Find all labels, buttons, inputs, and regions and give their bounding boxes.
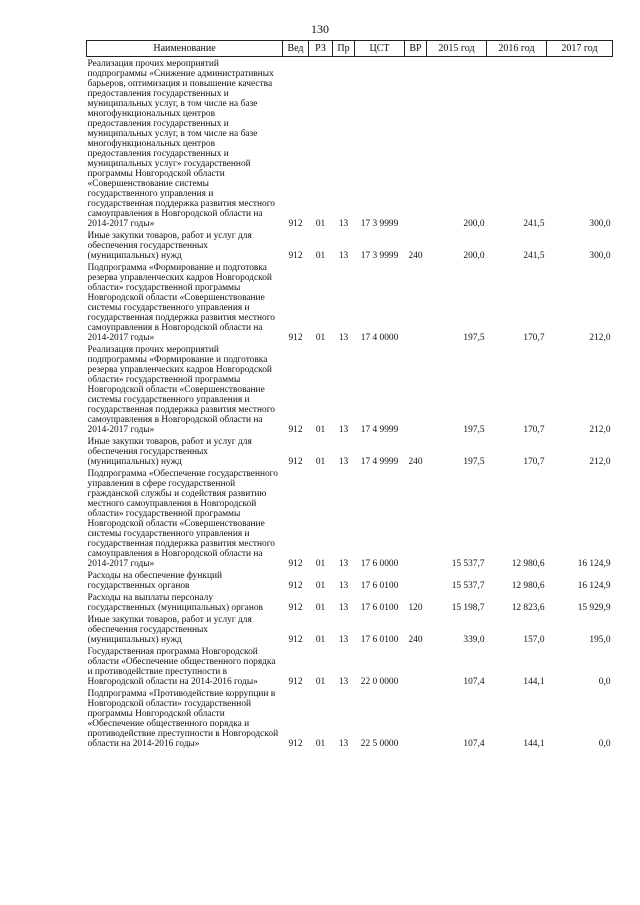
table-row xyxy=(87,229,613,261)
row-2017: 15 929,9 xyxy=(577,603,611,613)
row-2017: 212,0 xyxy=(589,457,611,467)
row-rz: 01 xyxy=(315,333,326,343)
page-number: 130 xyxy=(311,22,329,36)
table-row xyxy=(87,645,613,687)
row-ved: 912 xyxy=(288,739,303,749)
row-2015: 15 537,7 xyxy=(451,581,485,591)
row-vr xyxy=(405,467,427,569)
row-ved: 912 xyxy=(288,603,303,613)
row-pr: 13 xyxy=(338,581,349,591)
row-ved: 912 xyxy=(288,251,303,261)
header-pr: Пр xyxy=(333,41,355,57)
row-2016: 241,5 xyxy=(523,219,545,229)
row-vr: 240 xyxy=(408,635,423,645)
row-pr: 13 xyxy=(338,219,349,229)
row-pr: 13 xyxy=(338,677,349,687)
row-pr: 13 xyxy=(338,739,349,749)
row-2016: 12 823,6 xyxy=(511,603,545,613)
row-cst: 17 3 9999 xyxy=(360,219,399,229)
row-name: Подпрограмма «Обеспечение государственного управления в сфере государственной гражданской службы и содействия развитию местного самоуправления в Новгородской области» государственной программы Новгородской области «Совершенствование системы государственного управления и государственная поддержка развития местного самоуправления в Новгородской области на 2014-2017 годы» xyxy=(87,469,278,569)
row-rz: 01 xyxy=(315,457,326,467)
row-pr: 13 xyxy=(338,635,349,645)
row-rz: 01 xyxy=(315,635,326,645)
row-2016: 170,7 xyxy=(523,457,545,467)
row-2017: 16 124,9 xyxy=(577,559,611,569)
row-ved: 912 xyxy=(288,333,303,343)
row-rz: 01 xyxy=(315,677,326,687)
table-row xyxy=(87,591,613,613)
row-rz: 01 xyxy=(315,425,326,435)
row-2015: 197,5 xyxy=(463,333,485,343)
row-cst: 17 6 0000 xyxy=(360,559,399,569)
table-row xyxy=(87,467,613,569)
row-name: Иные закупки товаров, работ и услуг для обеспечения государственных (муниципальных) нужд xyxy=(87,615,252,645)
row-pr: 13 xyxy=(338,425,349,435)
row-pr: 13 xyxy=(338,333,349,343)
row-2015: 107,4 xyxy=(463,677,485,687)
row-2016: 12 980,6 xyxy=(511,559,545,569)
header-cst: ЦСТ xyxy=(355,41,405,57)
row-2016: 157,0 xyxy=(523,635,545,645)
row-name: Государственная программа Новгородской области «Обеспечение общественного порядка и противодействие преступности в Новгородской области на 2014-2016 годы» xyxy=(87,647,276,687)
table-row xyxy=(87,569,613,591)
row-pr: 13 xyxy=(338,251,349,261)
row-name: Иные закупки товаров, работ и услуг для обеспечения государственных (муниципальных) нужд xyxy=(87,231,252,261)
row-2015: 339,0 xyxy=(463,635,485,645)
row-cst: 17 4 9999 xyxy=(360,425,399,435)
row-cst: 22 5 0000 xyxy=(360,739,399,749)
row-vr xyxy=(405,261,427,343)
row-pr: 13 xyxy=(338,559,349,569)
row-2016: 170,7 xyxy=(523,333,545,343)
row-name: Реализация прочих мероприятий подпрограммы «Формирование и подготовка резерва управленческих кадров Новгородской области» государственной программы Новгородской области «Совершенствование системы государственного управления и государственная поддержка развития местного самоуправления в Новгородской области на 2014-2017 годы» xyxy=(87,345,275,435)
header-vr: ВР xyxy=(405,41,427,57)
row-2017: 16 124,9 xyxy=(577,581,611,591)
header-name: Наименование xyxy=(87,41,283,57)
row-name: Иные закупки товаров, работ и услуг для обеспечения государственных (муниципальных) нужд xyxy=(87,437,252,467)
row-vr xyxy=(405,57,427,230)
header-ved: Вед xyxy=(283,41,309,57)
row-2015: 200,0 xyxy=(463,251,485,261)
row-cst: 17 4 0000 xyxy=(360,333,399,343)
row-ved: 912 xyxy=(288,635,303,645)
row-ved: 912 xyxy=(288,219,303,229)
table-header-row xyxy=(87,41,613,57)
row-cst: 17 6 0100 xyxy=(360,635,399,645)
row-2017: 195,0 xyxy=(589,635,611,645)
row-ved: 912 xyxy=(288,457,303,467)
row-2017: 0,0 xyxy=(598,677,611,687)
row-vr: 120 xyxy=(408,603,423,613)
row-2017: 212,0 xyxy=(589,425,611,435)
table-row xyxy=(87,687,613,749)
row-2016: 241,5 xyxy=(523,251,545,261)
row-rz: 01 xyxy=(315,739,326,749)
row-2016: 144,1 xyxy=(523,739,545,749)
row-pr: 13 xyxy=(338,603,349,613)
table-row xyxy=(87,613,613,645)
row-vr xyxy=(405,645,427,687)
row-vr: 240 xyxy=(408,457,423,467)
row-cst: 17 6 0100 xyxy=(360,603,399,613)
row-ved: 912 xyxy=(288,425,303,435)
table-row xyxy=(87,343,613,435)
row-2015: 197,5 xyxy=(463,425,485,435)
row-2016: 12 980,6 xyxy=(511,581,545,591)
row-cst: 22 0 0000 xyxy=(360,677,399,687)
row-ved: 912 xyxy=(288,559,303,569)
row-rz: 01 xyxy=(315,603,326,613)
row-vr xyxy=(405,687,427,749)
row-rz: 01 xyxy=(315,581,326,591)
header-2017: 2017 год xyxy=(547,41,613,57)
header-2016: 2016 год xyxy=(487,41,547,57)
header-2015: 2015 год xyxy=(427,41,487,57)
row-2016: 144,1 xyxy=(523,677,545,687)
row-name: Подпрограмма «Противодействие коррупции в Новгородской области» государственной программы Новгородской области «Обеспечение общественного порядка и противодействие преступности в Новгородской области на 2014-2016 годы» xyxy=(87,689,279,749)
budget-table xyxy=(86,40,613,749)
row-name: Реализация прочих мероприятий подпрограммы «Снижение административных барьеров, оптимизация и повышение качества предоставления государственных и муниципальных услуг, в том числе на базе многофункциональных центров предоставления государственных и муниципальных услуг, в том числе на базе многофункциональных центров предоставления государственных и муниципальных услуг» государственной программы Новгородской области «Совершенствование системы государственного управления и государственная поддержка развития местного самоуправления в Новгородской области на 2014-2017 годы» xyxy=(87,59,275,229)
row-vr xyxy=(405,343,427,435)
table-row xyxy=(87,261,613,343)
row-vr: 240 xyxy=(408,251,423,261)
row-cst: 17 3 9999 xyxy=(360,251,399,261)
table-row xyxy=(87,57,613,230)
row-name: Расходы на обеспечение функций государственных органов xyxy=(87,571,222,591)
row-2015: 107,4 xyxy=(463,739,485,749)
row-pr: 13 xyxy=(338,457,349,467)
row-2017: 300,0 xyxy=(589,219,611,229)
header-rz: РЗ xyxy=(309,41,333,57)
row-vr xyxy=(405,569,427,591)
row-2015: 197,5 xyxy=(463,457,485,467)
row-2017: 0,0 xyxy=(598,739,611,749)
row-name: Расходы на выплаты персоналу государственных (муниципальных) органов xyxy=(87,593,263,613)
row-2015: 15 537,7 xyxy=(451,559,485,569)
row-2015: 200,0 xyxy=(463,219,485,229)
row-cst: 17 4 9999 xyxy=(360,457,399,467)
row-2015: 15 198,7 xyxy=(451,603,485,613)
row-rz: 01 xyxy=(315,251,326,261)
row-2017: 300,0 xyxy=(589,251,611,261)
row-name: Подпрограмма «Формирование и подготовка резерва управленческих кадров Новгородской области» государственной программы Новгородской области «Совершенствование системы государственного управления и государственная поддержка развития местного самоуправления в Новгородской области на 2014-2017 годы» xyxy=(87,263,275,343)
row-ved: 912 xyxy=(288,677,303,687)
table-row xyxy=(87,435,613,467)
row-rz: 01 xyxy=(315,219,326,229)
row-2016: 170,7 xyxy=(523,425,545,435)
row-ved: 912 xyxy=(288,581,303,591)
row-cst: 17 6 0100 xyxy=(360,581,399,591)
row-rz: 01 xyxy=(315,559,326,569)
row-2017: 212,0 xyxy=(589,333,611,343)
